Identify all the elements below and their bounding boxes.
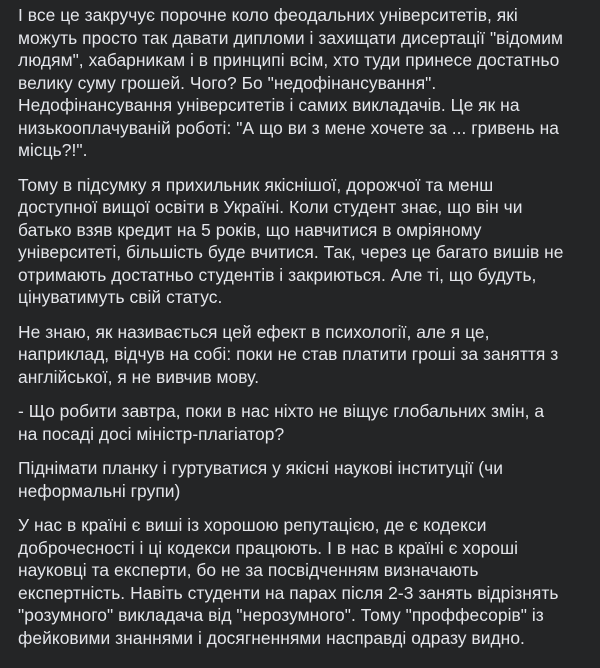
- text-line: експертність. Навіть студенти на парах після 2-3 занять відрізнять: [18, 582, 559, 603]
- text-line: англійської, я не вивчив мову.: [18, 366, 260, 387]
- text-line: цінуватимуть свій статус.: [18, 287, 223, 307]
- text-line: Тому в підсумку я прихильник якіснішої, дорожчої та менш: [18, 174, 494, 195]
- text-line: доступної вищої освіти в Україні. Коли студент знає, що він чи: [18, 197, 523, 217]
- text-line: "розумного" викладача від "нерозумного". Тому "проффесорів" із: [18, 605, 544, 625]
- paragraph-4: [18, 400, 588, 445]
- text-line: науковці та експерти, бо не за посвідченням визначають: [18, 560, 479, 580]
- text-line: Недофінансування університетів і самих викладачів. Це як на: [18, 95, 520, 115]
- text-line: батько взяв кредит на 5 років, що навчитися в омріяному: [18, 219, 482, 240]
- text-line: Не знаю, як називається цей ефект в психології, але я це,: [18, 321, 490, 342]
- text-line: І все це закручує порочне коло феодальних університетів, які: [18, 5, 518, 25]
- text-line: фейковими знаннями і досягненнями насправді одразу видно.: [18, 627, 525, 648]
- text-line: університеті, більшість буде вчитися. Так, через це багато вишів не: [18, 242, 564, 262]
- text-line: неформальні групи): [18, 480, 181, 501]
- text-line: отримають достатньо студентів і закриються. Але ті, що будуть,: [18, 264, 537, 285]
- paragraph-1: [18, 4, 588, 162]
- paragraph-6: [18, 514, 588, 649]
- text-line: наприклад, відчув на собі: поки не став платити гроші за заняття з: [18, 344, 559, 364]
- text-line: низькооплачуваній роботі: "А що ви з мене хочете за ... гривень на: [18, 117, 560, 138]
- text-line: - Що робити завтра, поки в нас ніхто не віщує глобальних змін, а: [18, 401, 545, 421]
- text-line: людям", хабарникам і в принципі всім, хто туди принесе достатньо: [18, 50, 560, 70]
- text-line: можуть просто так давати дипломи і захищати дисертації "відомим: [18, 27, 564, 48]
- text-line: місць?!".: [18, 140, 88, 160]
- paragraph-5: [18, 457, 588, 502]
- text-line: велику суму грошей. Чого? Бо "недофінансування".: [18, 72, 437, 93]
- text-line: У нас в країні є виші із хорошою репутацією, де є кодекси: [18, 515, 487, 535]
- text-line: на посаді досі міністр-плагіатор?: [18, 423, 285, 444]
- text-line: Піднімати планку і гуртуватися у якісні наукові інституції (чи: [18, 458, 503, 478]
- paragraph-2: [18, 174, 588, 309]
- paragraph-3: [18, 321, 588, 389]
- text-line: доброчесності і ці кодекси працюють. І в нас в країні є хороші: [18, 537, 519, 558]
